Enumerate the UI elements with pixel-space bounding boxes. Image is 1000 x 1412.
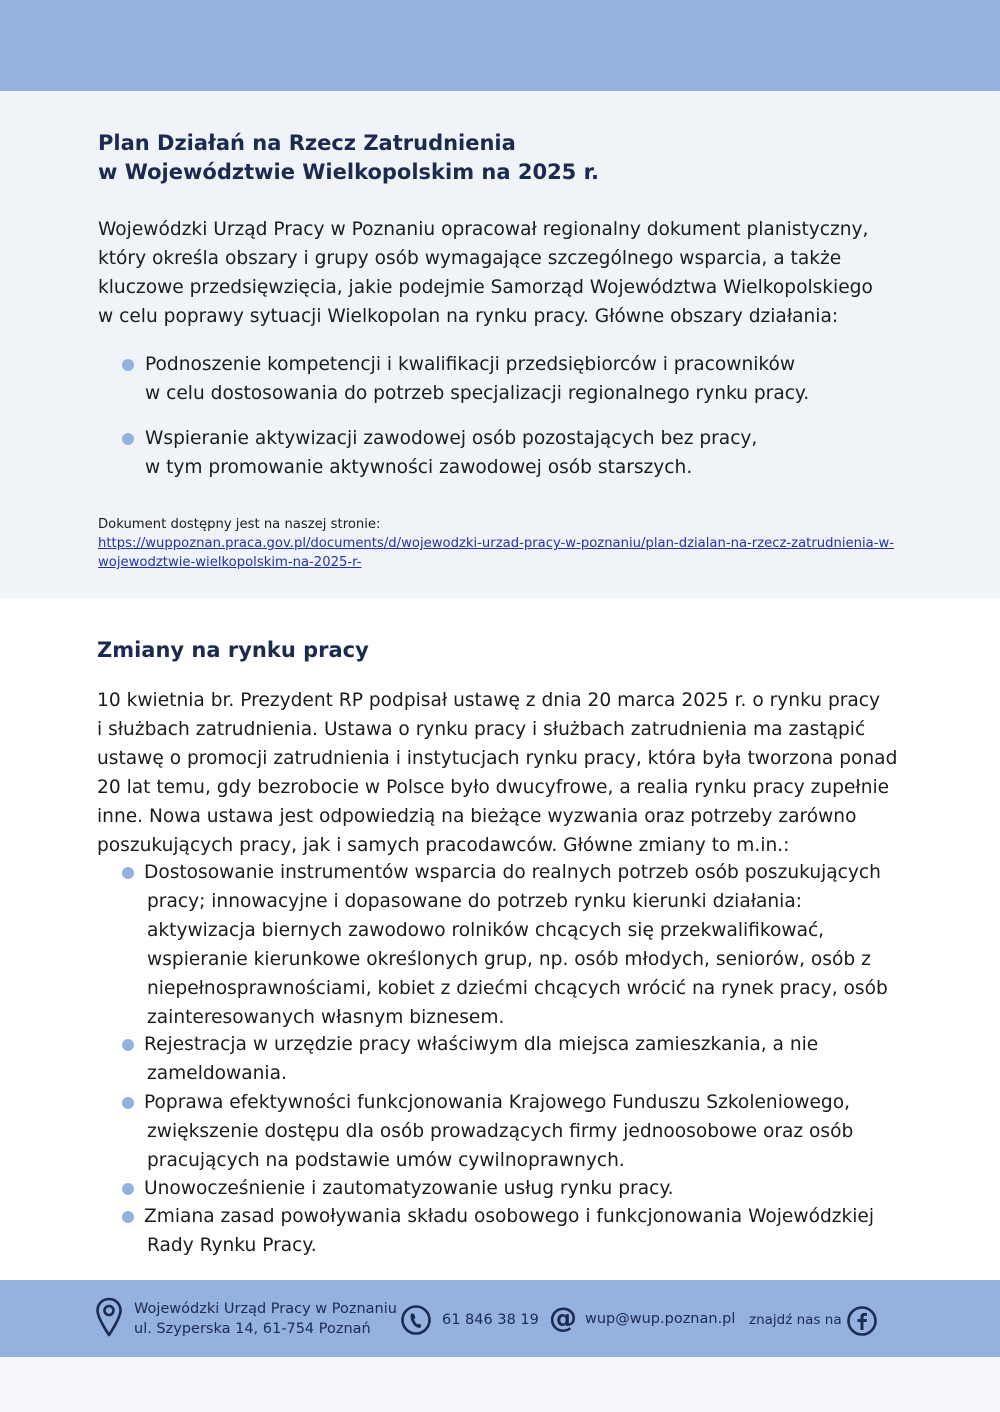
bullet-line: Rejestracja w urzędzie pracy właściwym dla miejsca zamieszkania, a nie: [144, 1034, 819, 1055]
bullet-line: aktywizacja biernych zawodowo rolników chcących się przekwalifikować,: [147, 920, 825, 941]
bullet-line: Unowocześnienie i zautomatyzowanie usług rynku pracy.: [144, 1178, 674, 1199]
bullet-dot-icon: [122, 1039, 134, 1051]
bullet-dot-icon: [122, 1211, 134, 1223]
bullet-line: niepełnosprawnościami, kobiet z dziećmi chcących wrócić na rynek pracy, osób: [147, 978, 888, 999]
bullet-line: pracujących na podstawie umów cywilnoprawnych.: [147, 1150, 625, 1171]
location-pin-icon: [94, 1296, 124, 1338]
phone-icon: [400, 1304, 432, 1336]
at-sign-icon: [548, 1302, 578, 1334]
bullet-line: zainteresowanych własnym biznesem.: [147, 1007, 505, 1028]
plan-bullet-item: [122, 424, 757, 482]
bullet-dot-icon: [122, 433, 134, 445]
changes-bullet-item: [122, 1174, 674, 1203]
footer: [0, 1280, 1000, 1357]
document-note-label: Dokument dostępny jest na naszej stronie:: [98, 517, 381, 532]
changes-intro-line: poszukujących pracy, jak i samych pracodawców. Główne zmiany to m.in.:: [97, 835, 790, 856]
document-note: [98, 515, 894, 572]
plan-title: [98, 129, 599, 187]
document-link[interactable]: https://wuppoznan.praca.gov.pl/documents/d/wojewodzki-urzad-pracy-w-poznaniu/plan-dzialan-na-rzecz-zatrudnienia-w-: [98, 536, 895, 551]
bullet-line: zwiększenie dostępu dla osób prowadzących firmy jednoosobowe oraz osób: [147, 1121, 854, 1142]
plan-title-line: Plan Działań na Rzecz Zatrudnienia: [98, 131, 516, 155]
bullet-line: pracy; innowacyjne i dopasowane do potrzeb rynku kierunki działania:: [147, 891, 803, 912]
bottom-strip: [0, 1357, 1000, 1412]
footer-email[interactable]: wup@wup.poznan.pl: [585, 1311, 736, 1327]
plan-bullet-item: [122, 350, 809, 408]
plan-intro-line: Wojewódzki Urząd Pracy w Poznaniu opracował regionalny dokument planistyczny,: [98, 219, 869, 240]
changes-intro-line: ustawę o promocji zatrudnienia i instytucjach rynku pracy, która była tworzona ponad: [97, 748, 898, 769]
changes-intro: [97, 686, 897, 860]
plan-intro: [98, 215, 873, 331]
footer-address: [134, 1299, 397, 1339]
changes-intro-line: i służbach zatrudnienia. Ustawa o rynku pracy i służbach zatrudnienia ma zastąpić: [97, 719, 866, 740]
bullet-line: Poprawa efektywności funkcjonowania Krajowego Funduszu Szkoleniowego,: [144, 1092, 850, 1113]
bullet-line: Dostosowanie instrumentów wsparcia do realnych potrzeb osób poszukujących: [144, 862, 881, 883]
bullet-line: Podnoszenie kompetencji i kwalifikacji przedsiębiorców i pracowników: [145, 354, 796, 375]
plan-intro-line: który określa obszary i grupy osób wymagające szczególnego wsparcia, a także: [98, 248, 842, 269]
plan-title-line: w Województwie Wielkopolskim na 2025 r.: [98, 160, 599, 184]
changes-title: Zmiany na rynku pracy: [97, 638, 369, 662]
plan-intro-line: w celu poprawy sytuacji Wielkopolan na rynku pracy. Główne obszary działania:: [98, 306, 839, 327]
facebook-icon[interactable]: [846, 1305, 878, 1337]
bullet-line: wspieranie kierunkowe określonych grup, np. osób młodych, seniorów, osób z: [147, 949, 871, 970]
changes-intro-line: 20 lat temu, gdy bezrobocie w Polsce było dwucyfrowe, a realia rynku pracy zupełnie: [97, 777, 890, 798]
header-band: [0, 0, 1000, 91]
changes-bullet-item: [122, 1030, 818, 1088]
changes-bullet-item: [122, 858, 888, 1032]
bullet-line: Zmiana zasad powoływania składu osobowego i funkcjonowania Wojewódzkiej: [144, 1206, 875, 1227]
svg-text:@: @: [549, 1302, 577, 1334]
bullet-line: zameldowania.: [147, 1063, 287, 1084]
bullet-dot-icon: [122, 359, 134, 371]
changes-intro-line: inne. Nowa ustawa jest odpowiedzią na bieżące wyzwania oraz potrzeby zarówno: [97, 806, 857, 827]
changes-bullet-item: [122, 1202, 874, 1260]
bullet-line: Wspieranie aktywizacji zawodowej osób pozostających bez pracy,: [145, 428, 758, 449]
footer-address-line: ul. Szyperska 14, 61-754 Poznań: [134, 1321, 371, 1337]
footer-phone[interactable]: 61 846 38 19: [442, 1312, 539, 1328]
bullet-line: w celu dostosowania do potrzeb specjalizacji regionalnego rynku pracy.: [145, 383, 810, 404]
document-link[interactable]: wojewodztwie-wielkopolskim-na-2025-r-: [98, 555, 362, 570]
bullet-line: w tym promowanie aktywności zawodowej osób starszych.: [145, 457, 693, 478]
bullet-dot-icon: [122, 1183, 134, 1195]
changes-intro-line: 10 kwietnia br. Prezydent RP podpisał ustawę z dnia 20 marca 2025 r. o rynku pracy: [97, 690, 881, 711]
bullet-line: Rady Rynku Pracy.: [147, 1235, 317, 1256]
footer-social-label: znajdź nas na: [749, 1312, 842, 1328]
plan-intro-line: kluczowe przedsięwzięcia, jakie podejmie Samorząd Województwa Wielkopolskiego: [98, 277, 873, 298]
bullet-dot-icon: [122, 867, 134, 879]
footer-address-line: Wojewódzki Urząd Pracy w Poznaniu: [134, 1301, 397, 1317]
bullet-dot-icon: [122, 1097, 134, 1109]
changes-bullet-item: [122, 1088, 853, 1175]
